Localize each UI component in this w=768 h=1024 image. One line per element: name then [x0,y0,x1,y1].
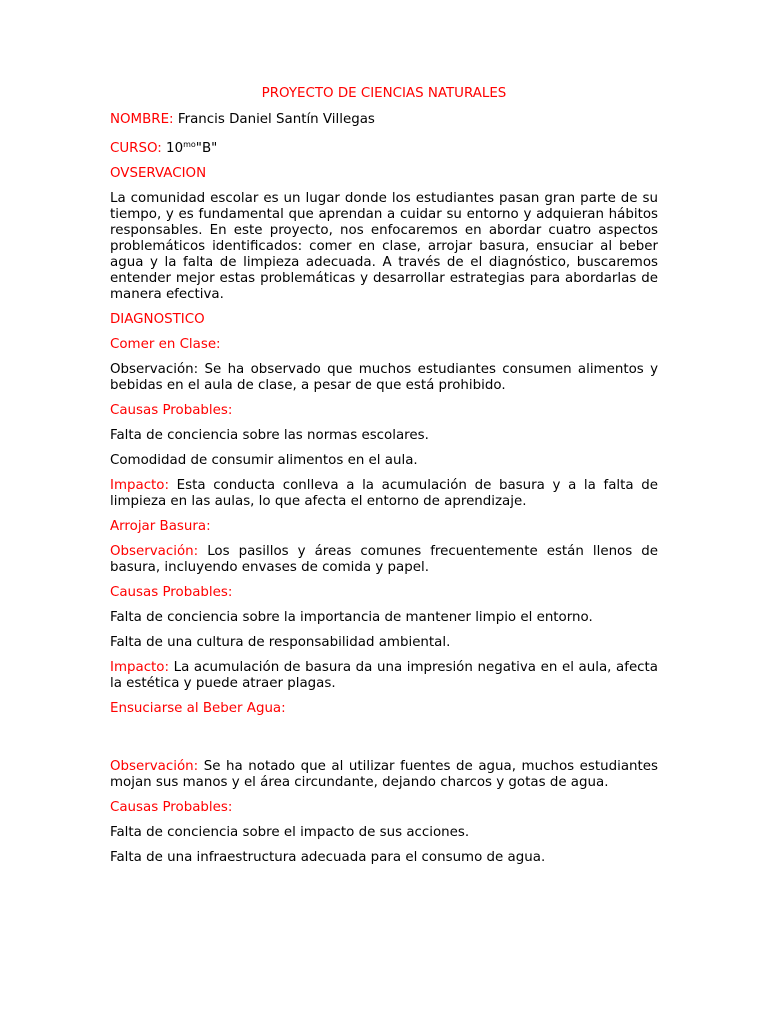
blank-line [110,726,658,759]
observation-text: Los pasillos y áreas comunes frecuentemente están llenos de basura, incluyendo envases de comida y papel. [110,544,658,575]
curso-value: $10^{mo}"B$" [166,140,218,156]
observation-paragraph [110,759,658,791]
nombre-value: Francis Daniel Santín Villegas [177,112,375,127]
causas-heading: Causas Probables: [110,800,233,815]
impacto-label: Impacto: [110,478,170,493]
observacion-paragraph: La comunidad escolar es un lugar donde los estudiantes pasan gran parte de su tiempo, y es fundamental que aprendan a cuidar su entorno y adquieran hábitos responsables. En este proyecto, nos enfocaremos en abordar cuatro aspectos problemáticos identificados: comer en clase, arrojar basura, ensuciar al beber agua y la falta de limpieza adecuada. A través de el diagnóstico, buscaremos entender mejor estas problemáticas y desarrollar estrategias para abordarlas de manera efectiva. [110,191,658,302]
observacion-heading: OVSERVACION [110,166,207,181]
observation-paragraph [110,544,658,576]
observation-label: Observación: [110,759,199,774]
causa-item: Falta de conciencia sobre la importancia de mantener limpio el entorno. [110,610,593,625]
diagnostico-heading: DIAGNOSTICO [110,312,205,327]
document-title: PROYECTO DE CIENCIAS NATURALES [261,86,507,101]
impacto-paragraph [110,478,658,510]
curso-line [110,137,658,157]
causa-item: Falta de una infraestructura adecuada para el consumo de agua. [110,850,546,865]
impacto-text: La acumulación de basura da una impresión negativa en el aula, afecta la estética y puede atraer plagas. [110,660,659,691]
section-heading: Ensuciarse al Beber Agua: [110,701,286,716]
causa-item: Comodidad de consumir alimentos en el aula. [110,453,418,468]
causa-item: Falta de conciencia sobre el impacto de sus acciones. [110,825,470,840]
nombre-line [110,112,658,128]
causa-item: Falta de una cultura de responsabilidad ambiental. [110,635,451,650]
causas-heading: Causas Probables: [110,403,233,418]
curso-label: CURSO: [110,141,162,156]
section-heading: Arrojar Basura: [110,519,211,534]
observation-text: Se ha notado que al utilizar fuentes de agua, muchos estudiantes mojan sus manos y el área circundante, dejando charcos y gotas de agua. [110,759,658,790]
causas-heading: Causas Probables: [110,585,233,600]
impacto-label: Impacto: [110,660,170,675]
nombre-label: NOMBRE: [110,112,174,127]
impacto-text: Esta conducta conlleva a la acumulación de basura y a la falta de limpieza en las aulas, lo que afecta el entorno de aprendizaje. [110,478,658,509]
section-heading: Comer en Clase: [110,337,221,352]
observation-label: Observación: [110,544,199,559]
observation-paragraph: Observación: Se ha observado que muchos estudiantes consumen alimentos y bebidas en el aula de clase, a pesar de que está prohibido. [110,362,658,393]
causa-item: Falta de conciencia sobre las normas escolares. [110,428,429,443]
impacto-paragraph [110,660,658,692]
